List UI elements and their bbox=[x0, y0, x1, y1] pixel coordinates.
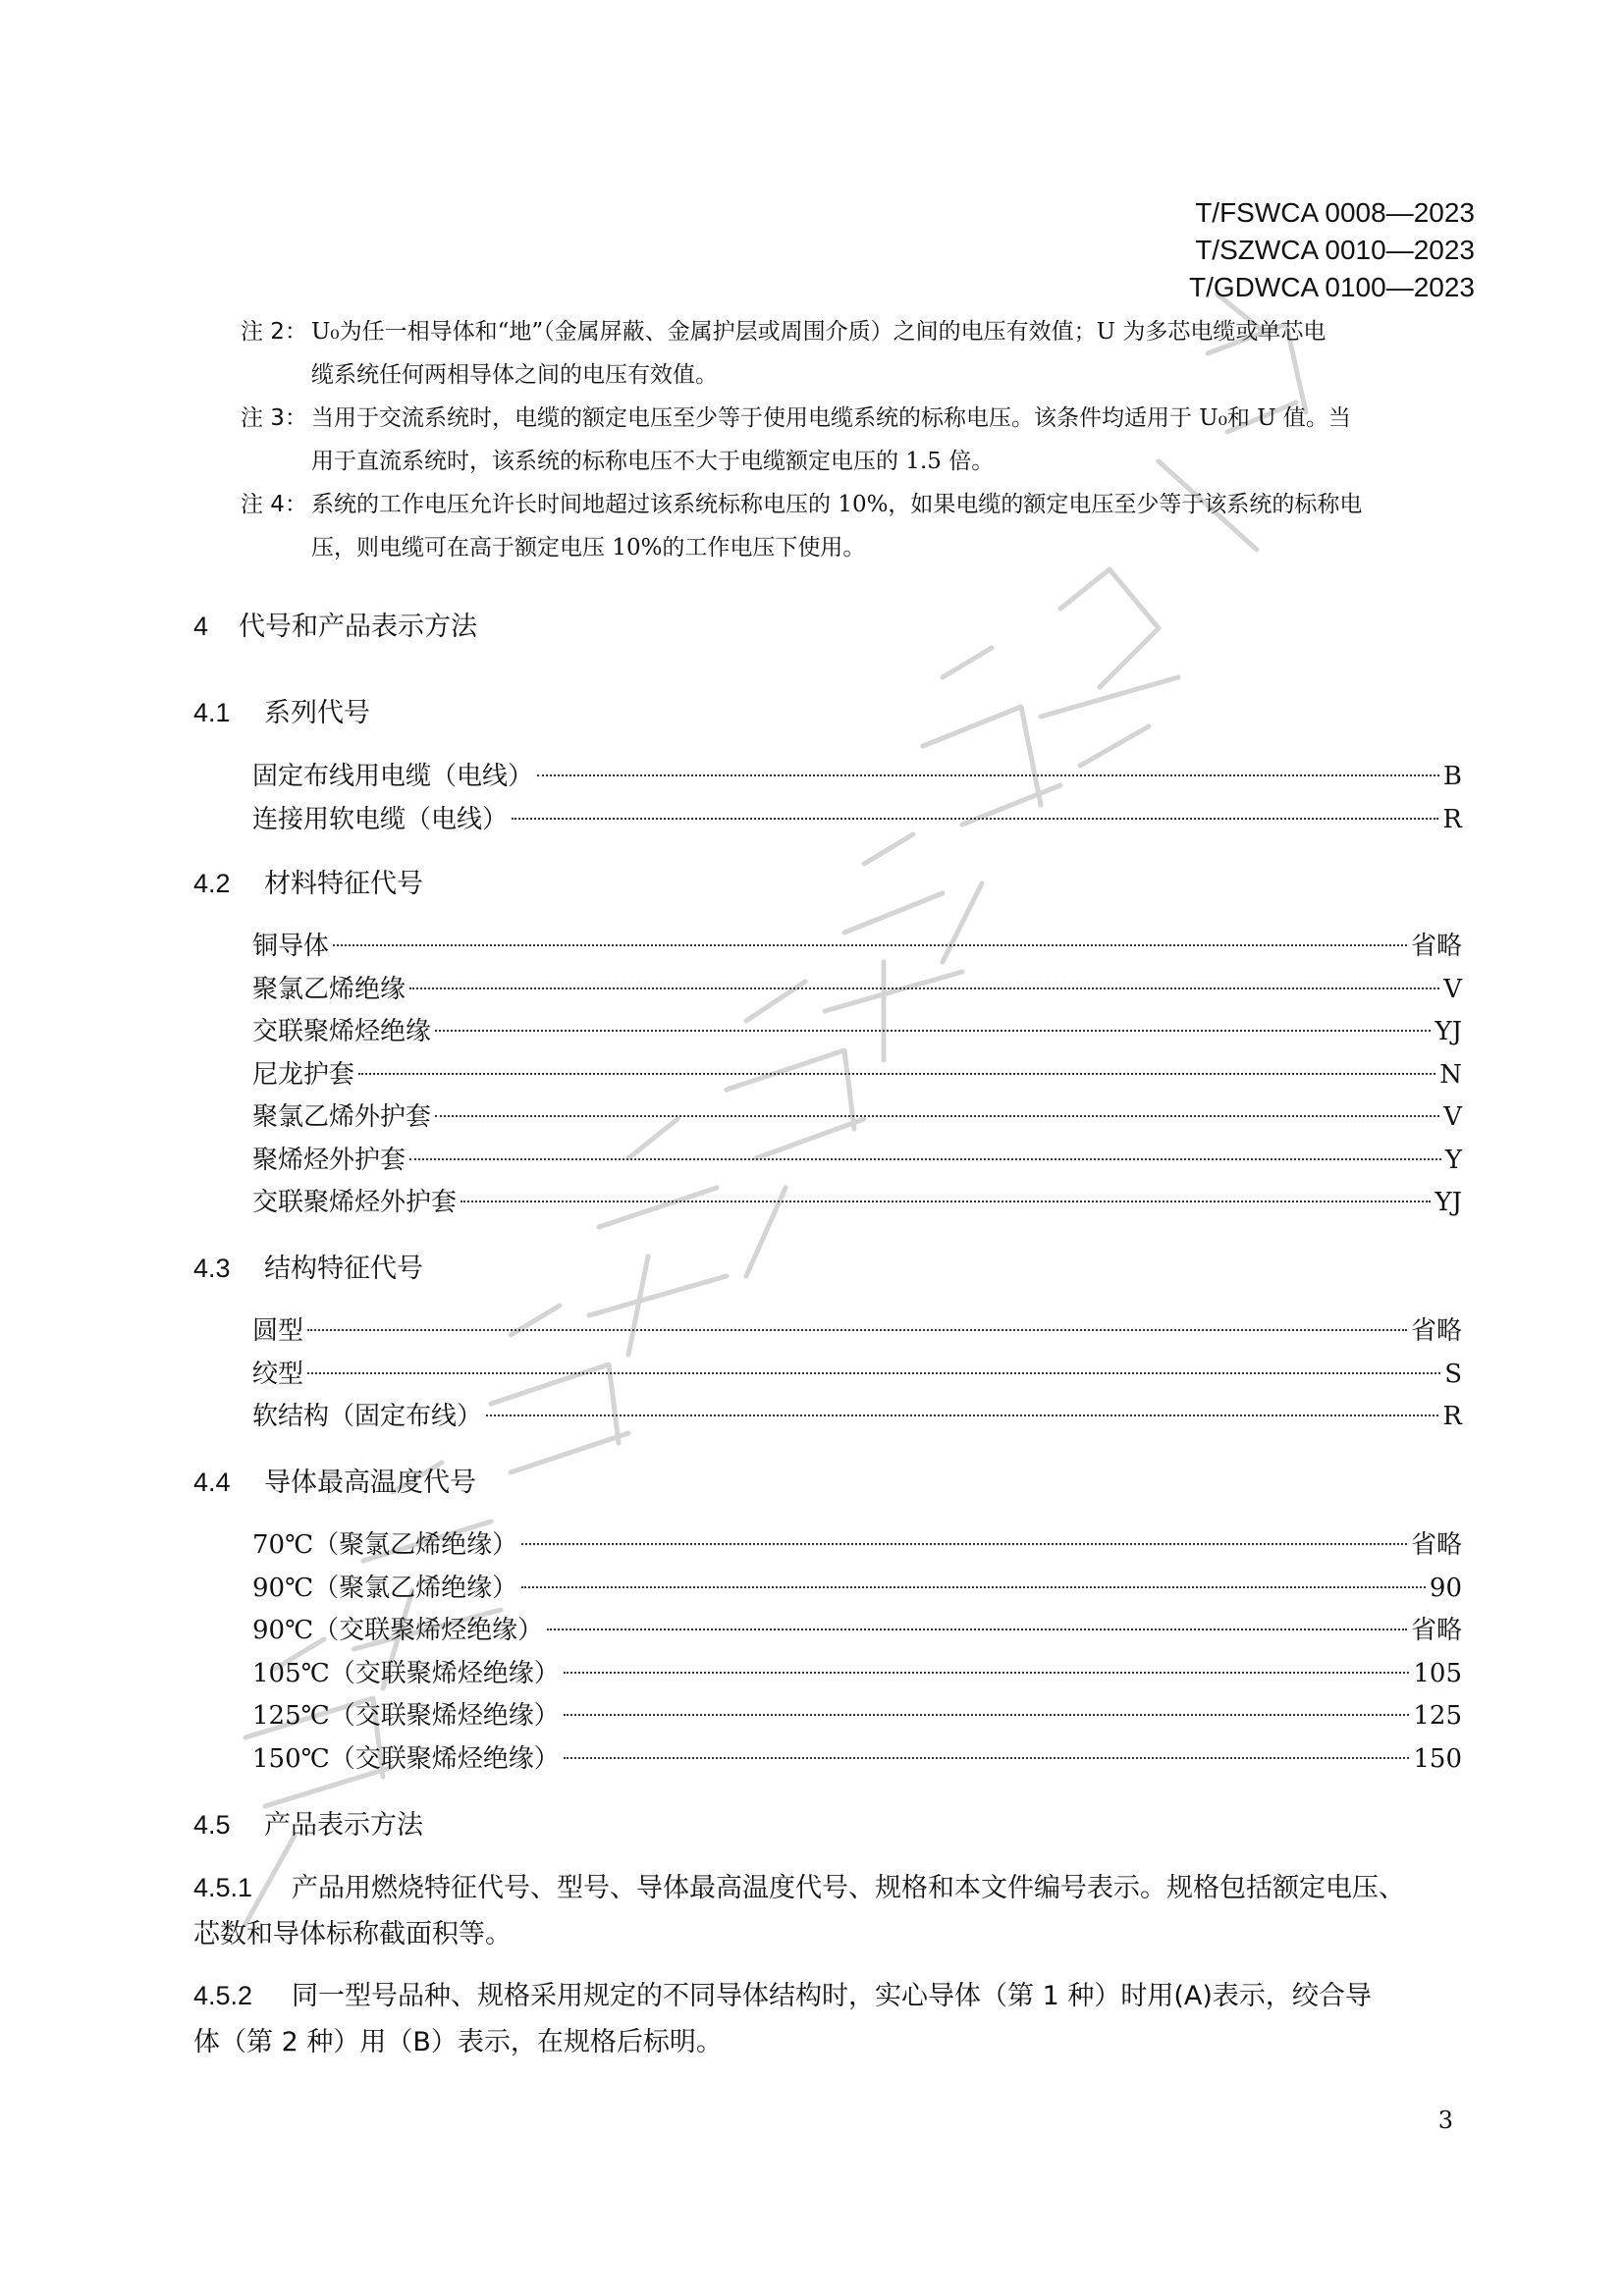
note-text-line: U₀为任一相导体和“地”（金属屏蔽、金属护层或周围介质）之间的电压有效值；U 为多芯电缆或单芯电 bbox=[311, 319, 1326, 345]
section-heading-4-1 bbox=[193, 691, 370, 729]
item-label: 聚烯烃外护套 bbox=[252, 1145, 406, 1175]
dot-leader bbox=[486, 1415, 1438, 1416]
section-heading-4-4 bbox=[193, 1461, 476, 1499]
section-title: 材料特征代号 bbox=[264, 869, 423, 899]
paragraph-4-5-1 bbox=[193, 1865, 1462, 1957]
list-item bbox=[252, 1354, 1462, 1397]
dot-leader bbox=[564, 1672, 1410, 1674]
dot-leader bbox=[564, 1714, 1410, 1716]
note-2 bbox=[241, 310, 1478, 397]
section-number: 4 bbox=[193, 612, 209, 641]
item-label: 圆型 bbox=[252, 1316, 304, 1346]
list-item bbox=[252, 1054, 1462, 1097]
list-item bbox=[252, 1310, 1462, 1354]
item-code: 150 bbox=[1413, 1743, 1462, 1774]
paragraph-text: 体（第 2 种）用（B）表示，在规格后标明。 bbox=[193, 2027, 723, 2057]
list-item bbox=[252, 1738, 1462, 1782]
note-4 bbox=[241, 483, 1478, 569]
list-item bbox=[252, 1524, 1462, 1568]
note-text-line: 当用于交流系统时，电缆的额定电压至少等于使用电缆系统的标称电压。该条件均适用于 U₀和 U 值。当 bbox=[311, 405, 1351, 431]
item-label: 125℃（交联聚烯烃绝缘） bbox=[252, 1701, 560, 1731]
item-code: B bbox=[1442, 762, 1462, 791]
item-label: 150℃（交联聚烯烃绝缘） bbox=[252, 1743, 560, 1774]
section-number: 4.1 bbox=[193, 698, 231, 727]
code-list-4-4 bbox=[252, 1524, 1462, 1781]
item-label: 105℃（交联聚烯烃绝缘） bbox=[252, 1658, 560, 1688]
item-code: YJ bbox=[1435, 1188, 1462, 1217]
item-code: R bbox=[1442, 1402, 1462, 1431]
item-code: 105 bbox=[1413, 1658, 1462, 1688]
item-label: 90℃（聚氯乙烯绝缘） bbox=[252, 1573, 518, 1603]
section-title: 系列代号 bbox=[264, 698, 370, 728]
dot-leader bbox=[307, 1372, 1440, 1374]
paragraph-4-5-2 bbox=[193, 1973, 1462, 2065]
item-label: 70℃（聚氯乙烯绝缘） bbox=[252, 1530, 518, 1560]
list-item bbox=[252, 1140, 1462, 1183]
item-label: 尼龙护套 bbox=[252, 1059, 355, 1090]
note-text-line: 缆系统任何两相导体之间的电压有效值。 bbox=[311, 362, 718, 388]
item-code: 省略 bbox=[1410, 932, 1462, 961]
list-item bbox=[252, 1182, 1462, 1225]
paragraph-text: 芯数和导体标称截面积等。 bbox=[193, 1919, 512, 1949]
section-number: 4.3 bbox=[193, 1254, 231, 1283]
item-code: V bbox=[1443, 974, 1462, 1004]
section-heading-4 bbox=[193, 605, 477, 643]
dot-leader bbox=[460, 1201, 1431, 1202]
item-code: V bbox=[1443, 1102, 1462, 1132]
dot-leader bbox=[435, 1115, 1439, 1117]
item-code: 省略 bbox=[1410, 1316, 1462, 1346]
section-number: 4.2 bbox=[193, 869, 231, 898]
list-item bbox=[252, 1011, 1462, 1054]
note-label: 注 3： bbox=[241, 405, 307, 431]
dot-leader bbox=[358, 1073, 1435, 1075]
clause-number: 4.5.1 bbox=[193, 1873, 253, 1902]
item-code: 省略 bbox=[1410, 1530, 1462, 1560]
section-heading-4-3 bbox=[193, 1247, 423, 1285]
list-item bbox=[252, 926, 1462, 969]
code-list-4-3 bbox=[252, 1310, 1462, 1439]
notes-block bbox=[241, 310, 1478, 569]
code-list-4-2 bbox=[252, 926, 1462, 1225]
note-label: 注 2： bbox=[241, 319, 307, 345]
section-title: 产品表示方法 bbox=[264, 1810, 423, 1841]
dot-leader bbox=[307, 1329, 1407, 1331]
standard-code: T/SZWCA 0010—2023 bbox=[1195, 235, 1475, 265]
item-code: 省略 bbox=[1410, 1616, 1462, 1645]
section-number: 4.5 bbox=[193, 1810, 231, 1840]
dot-leader bbox=[547, 1629, 1407, 1630]
item-label: 交联聚烯烃外护套 bbox=[252, 1188, 458, 1217]
item-code: S bbox=[1444, 1359, 1462, 1389]
standard-code: T/GDWCA 0100—2023 bbox=[1188, 272, 1475, 302]
dot-leader bbox=[333, 944, 1407, 946]
clause-number: 4.5.2 bbox=[193, 1981, 253, 2010]
item-code: Y bbox=[1444, 1145, 1462, 1175]
item-label: 聚氯乙烯绝缘 bbox=[252, 974, 406, 1004]
list-item bbox=[252, 1653, 1462, 1696]
note-label: 注 4： bbox=[241, 492, 307, 517]
note-text-line: 用于直流系统时，该系统的标称电压不大于电缆额定电压的 1.5 倍。 bbox=[311, 449, 995, 474]
code-list-4-1 bbox=[252, 756, 1462, 841]
section-title: 代号和产品表示方法 bbox=[239, 612, 477, 642]
note-3 bbox=[241, 397, 1478, 483]
dot-leader bbox=[512, 818, 1438, 820]
section-title: 导体最高温度代号 bbox=[264, 1468, 476, 1498]
dot-leader bbox=[409, 988, 1439, 989]
item-code: YJ bbox=[1435, 1017, 1462, 1046]
standard-code: T/FSWCA 0008—2023 bbox=[1195, 197, 1475, 228]
item-label: 绞型 bbox=[252, 1359, 304, 1389]
list-item bbox=[252, 1610, 1462, 1653]
item-label: 固定布线用电缆（电线） bbox=[252, 762, 534, 791]
item-code: 90 bbox=[1429, 1573, 1462, 1603]
list-item bbox=[252, 799, 1462, 842]
list-item bbox=[252, 1096, 1462, 1140]
note-text-line: 压，则电缆可在高于额定电压 10%的工作电压下使用。 bbox=[311, 535, 866, 561]
dot-leader bbox=[564, 1757, 1410, 1759]
section-number: 4.4 bbox=[193, 1468, 231, 1497]
item-code: N bbox=[1439, 1059, 1462, 1090]
list-item bbox=[252, 756, 1462, 799]
paragraph-text: 产品用燃烧特征代号、型号、导体最高温度代号、规格和本文件编号表示。规格包括额定电压、 bbox=[292, 1873, 1405, 1903]
dot-leader bbox=[537, 774, 1439, 776]
item-label: 交联聚烯烃绝缘 bbox=[252, 1017, 432, 1046]
list-item bbox=[252, 1396, 1462, 1439]
item-label: 软结构（固定布线） bbox=[252, 1402, 483, 1431]
item-code: 125 bbox=[1413, 1701, 1462, 1731]
dot-leader bbox=[435, 1030, 1431, 1032]
paragraph-text: 同一型号品种、规格采用规定的不同导体结构时，实心导体（第 1 种）时用(A)表示，绞合导 bbox=[292, 1981, 1372, 2011]
section-title: 结构特征代号 bbox=[264, 1254, 423, 1284]
item-label: 聚氯乙烯外护套 bbox=[252, 1102, 432, 1132]
dot-leader bbox=[521, 1586, 1426, 1588]
document-header bbox=[1189, 194, 1475, 306]
dot-leader bbox=[521, 1543, 1407, 1545]
section-heading-4-2 bbox=[193, 862, 423, 900]
page-number: 3 bbox=[1437, 2107, 1453, 2134]
item-label: 90℃（交联聚烯烃绝缘） bbox=[252, 1616, 544, 1645]
item-label: 连接用软电缆（电线） bbox=[252, 804, 509, 834]
section-heading-4-5 bbox=[193, 1803, 423, 1842]
item-label: 铜导体 bbox=[252, 932, 330, 961]
list-item bbox=[252, 1695, 1462, 1738]
note-text-line: 系统的工作电压允许长时间地超过该系统标称电压的 10%，如果电缆的额定电压至少等于该系统的标称电 bbox=[311, 492, 1363, 517]
dot-leader bbox=[409, 1158, 1441, 1160]
item-code: R bbox=[1442, 804, 1462, 834]
list-item bbox=[252, 969, 1462, 1012]
list-item bbox=[252, 1568, 1462, 1611]
